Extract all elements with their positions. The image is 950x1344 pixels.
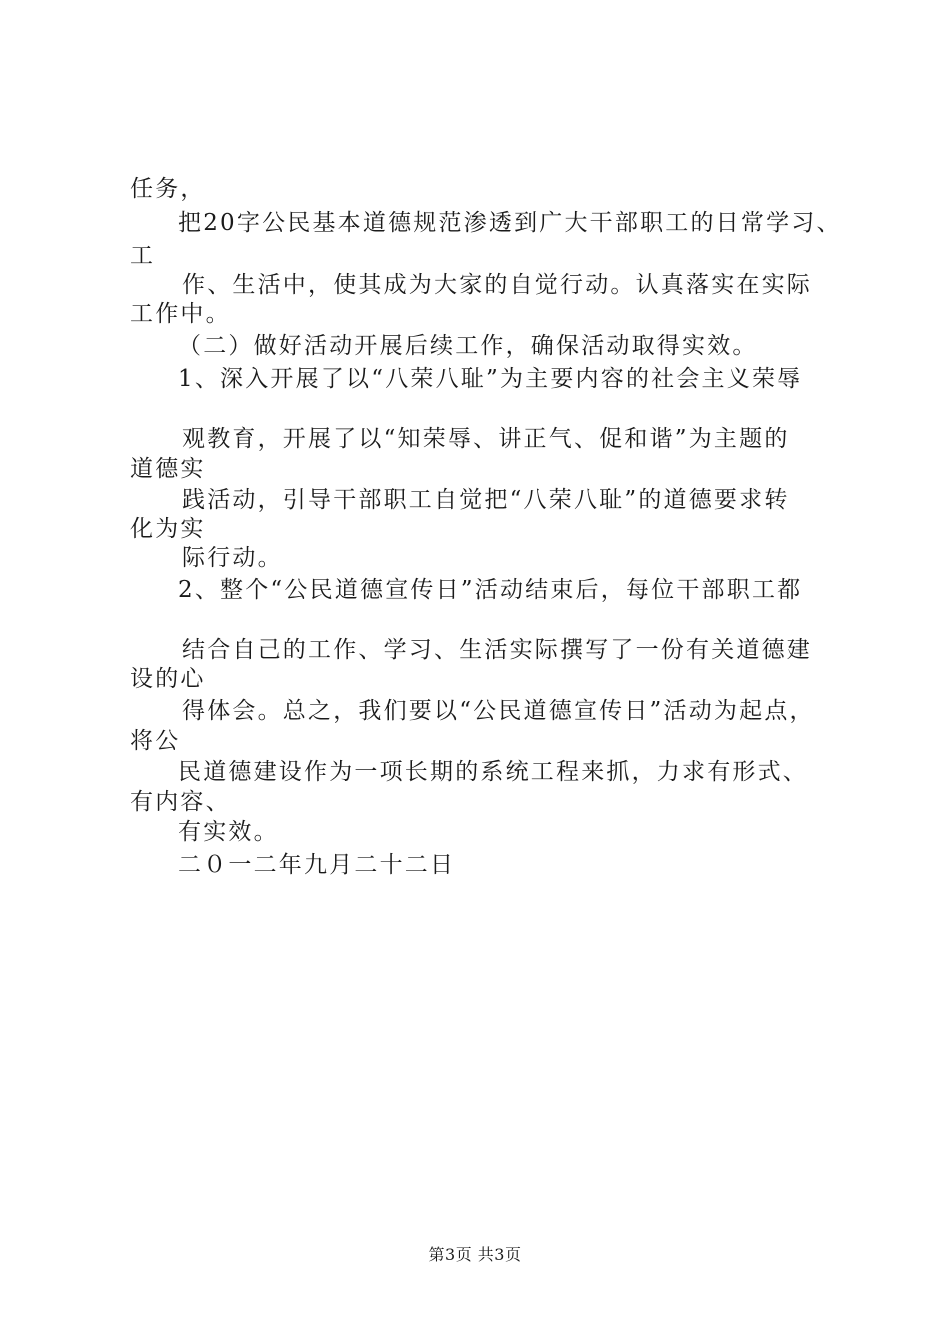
text-line: 观教育，开展了以“知荣辱、讲正气、促和谐”为主题的 [182, 426, 790, 452]
page-number: 第3页 共3页 [428, 1245, 522, 1264]
text-line: 践活动，引导干部职工自觉把“八荣八耻”的道德要求转 [182, 487, 790, 513]
text-line: 1、深入开展了以“八荣八耻”为主要内容的社会主义荣辱 [178, 366, 803, 392]
text-line: 将公 [130, 728, 181, 754]
text-line: 化为实 [130, 516, 206, 542]
text-line: 有内容、 [130, 789, 231, 815]
text-line: 把20字公民基本道德规范渗透到广大干部职工的日常学习、 [178, 210, 842, 236]
text-line: 有实效。 [178, 819, 279, 845]
text-line: （二）做好活动开展后续工作，确保活动取得实效。 [178, 333, 758, 359]
text-line: 民道德建设作为一项长期的系统工程来抓，力求有形式、 [178, 759, 808, 785]
text-line: 设的心 [130, 666, 206, 692]
text-line: 际行动。 [182, 545, 283, 571]
text-line: 2、整个“公民道德宣传日”活动结束后，每位干部职工都 [178, 577, 803, 603]
text-line: 道德实 [130, 456, 206, 482]
text-line: 结合自己的工作、学习、生活实际撰写了一份有关道德建 [182, 637, 812, 663]
text-line: 任务， [130, 176, 206, 202]
date-line: 二０一二年九月二十二日 [178, 852, 456, 878]
text-line: 工作中。 [130, 301, 231, 327]
text-line: 得体会。总之，我们要以“公民道德宣传日”活动为起点， [182, 698, 815, 724]
page-footer [0, 1245, 950, 1265]
text-line: 工 [130, 243, 156, 269]
text-line: 作、生活中，使其成为大家的自觉行动。认真落实在实际 [182, 272, 812, 298]
